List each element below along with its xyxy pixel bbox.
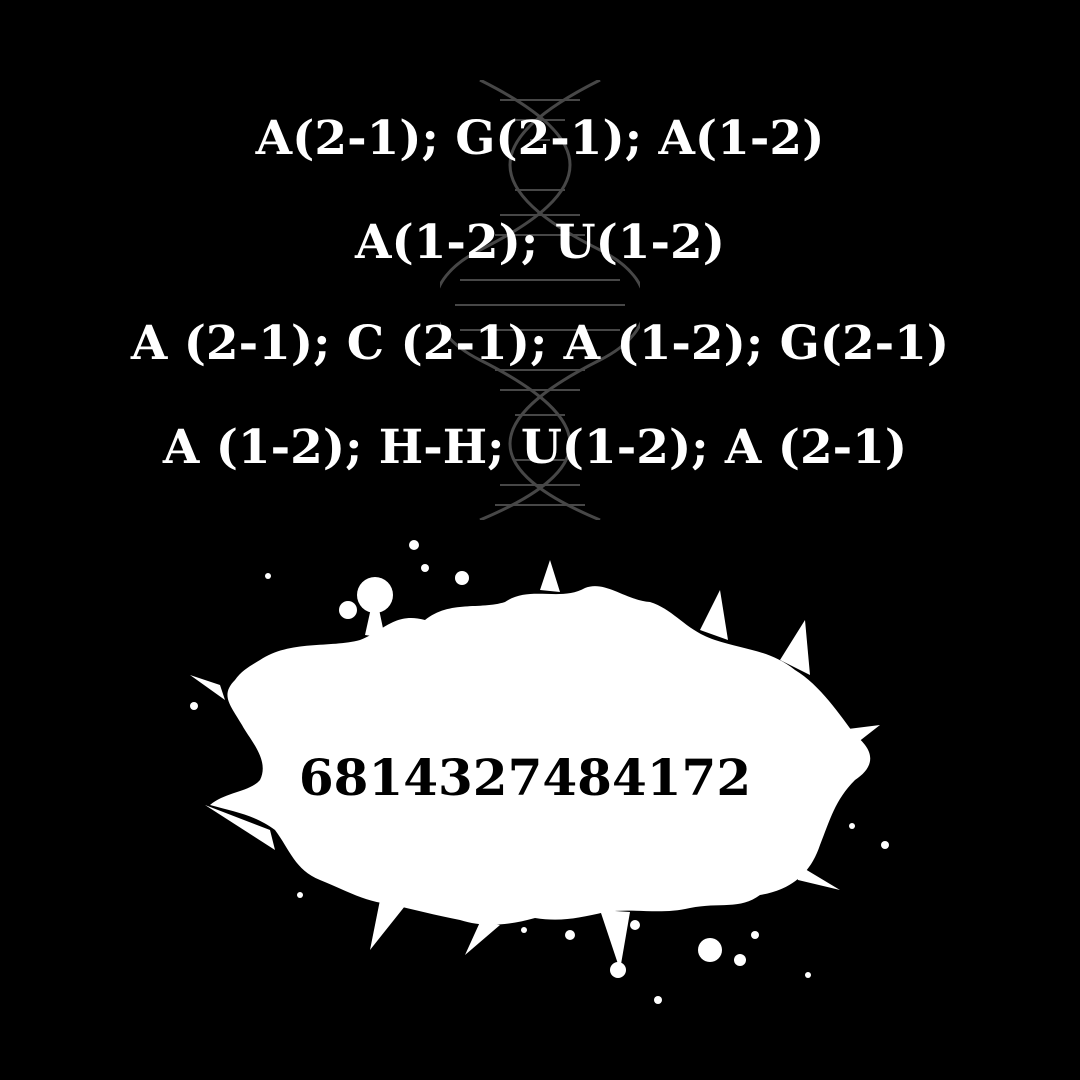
- code-line-2: A(1-2); U(1-2): [355, 215, 725, 270]
- code-line-3: A (2-1); C (2-1); A (1-2); G(2-1): [130, 316, 950, 371]
- code-line-4: A (1-2); H-H; U(1-2); A (2-1): [162, 420, 908, 475]
- code-line-1: A(2-1); G(2-1); A(1-2): [255, 111, 825, 166]
- code-number: 6814327484172: [298, 748, 752, 807]
